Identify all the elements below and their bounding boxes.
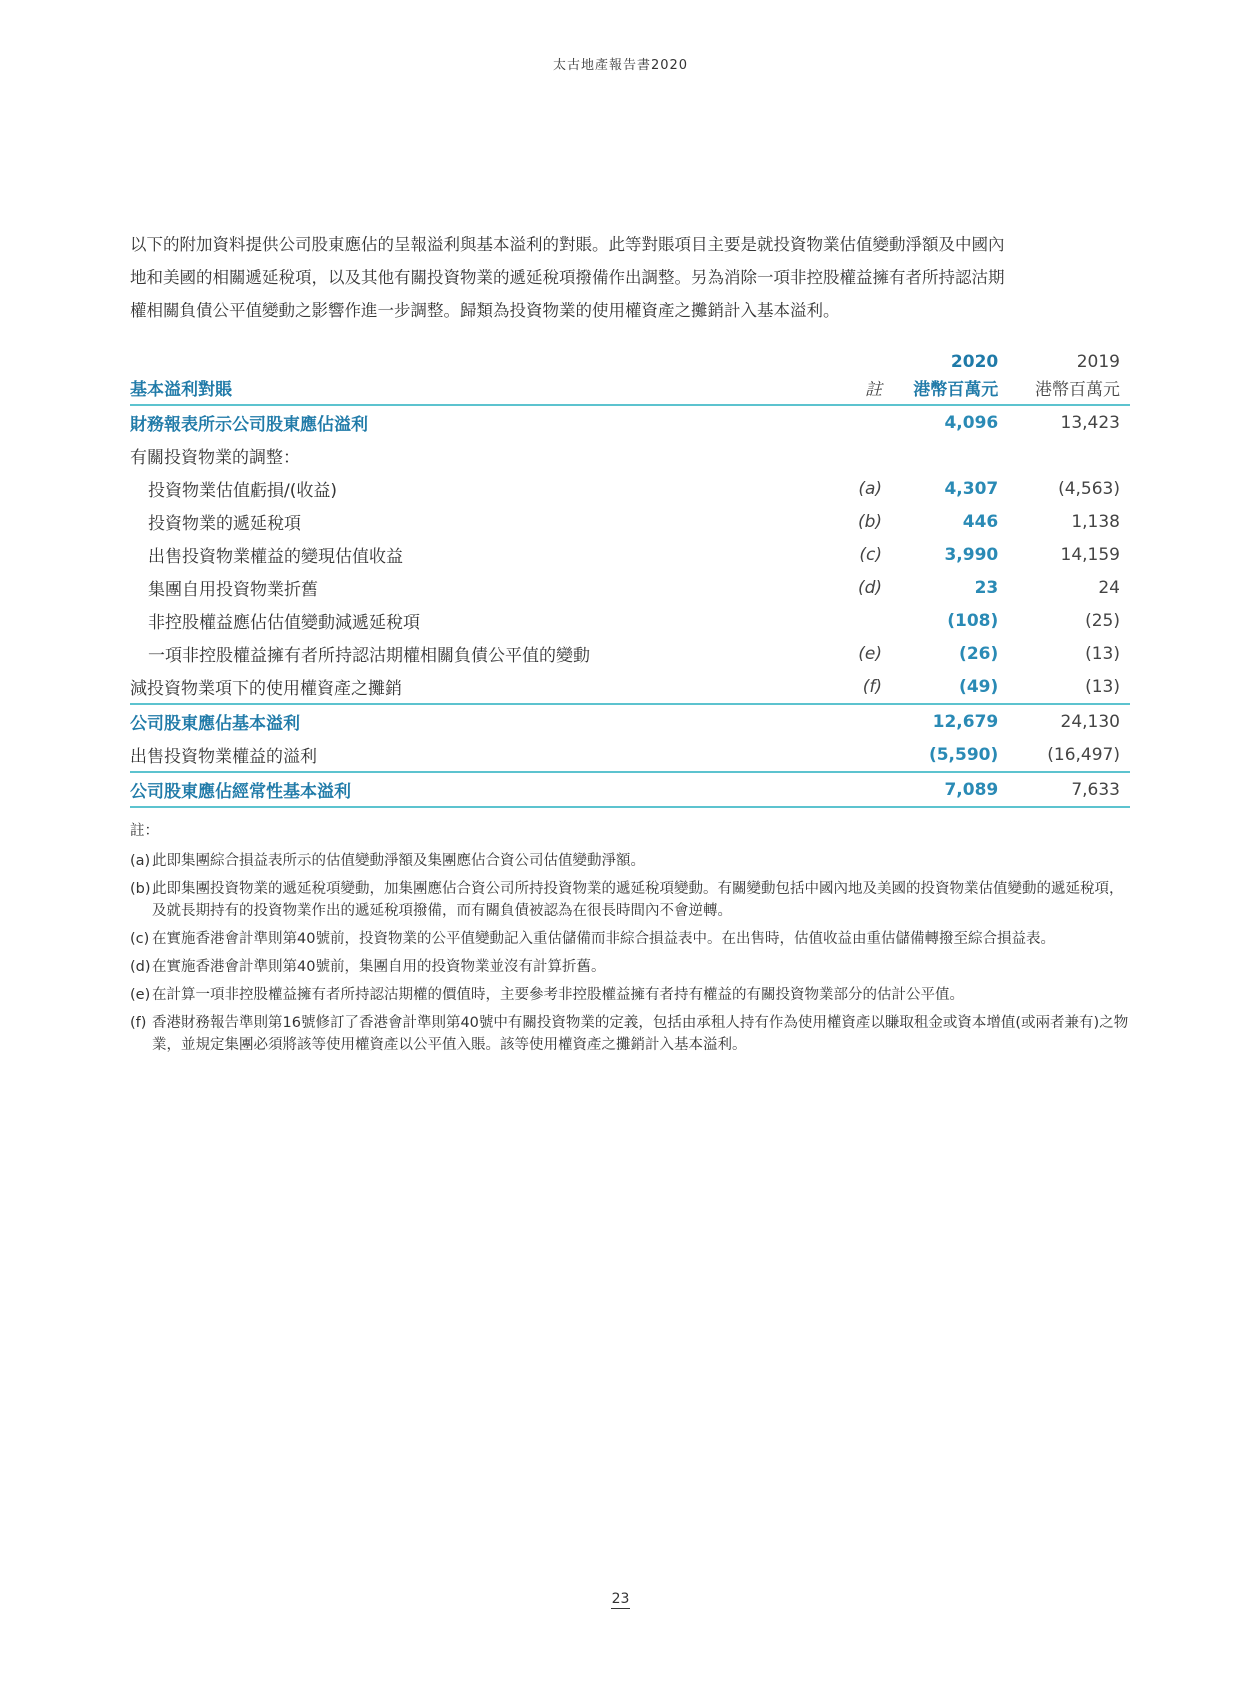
intro-line: 權相關負債公平值變動之影響作進一步調整。歸類為投資物業的使用權資產之攤銷計入基本溢利。: [130, 301, 840, 320]
row-value-current: 12,679: [896, 704, 1008, 738]
table-row: [130, 670, 1130, 704]
row-label: 投資物業的遞延稅項: [148, 514, 301, 534]
row-note: (f): [862, 676, 883, 697]
row-value-prior: (25): [1085, 610, 1120, 631]
row-value-current: (5,590): [896, 738, 1008, 772]
row-label: 公司股東應佔經常性基本溢利: [130, 772, 797, 807]
row-value-prior: 24,130: [1008, 704, 1130, 738]
table-row: [130, 472, 1130, 505]
row-value-current: 7,089: [896, 772, 1008, 807]
row-value-current: 4,307: [944, 478, 999, 499]
row-value-current: (26): [959, 643, 999, 664]
notes-section: [130, 820, 1130, 1062]
table-header-row: [130, 372, 1130, 405]
reconciliation-table: [130, 350, 1130, 808]
year-prior: 2019: [1076, 352, 1120, 372]
row-note: [797, 439, 896, 472]
row-label: 出售投資物業權益的溢利: [130, 738, 797, 772]
row-note: (d): [857, 577, 883, 598]
note-item: [130, 928, 1130, 950]
row-note: [797, 738, 896, 772]
row-note: (a): [858, 478, 883, 499]
row-value-current: 446: [962, 511, 999, 532]
row-note: [797, 604, 896, 637]
note-header: 註: [797, 372, 896, 405]
table-row: [130, 439, 1130, 472]
table-row: [130, 405, 1130, 439]
note-text: 此即集團綜合損益表所示的估值變動淨額及集團應佔合資公司估值變動淨額。: [152, 853, 645, 869]
year-current: 2020: [950, 352, 999, 372]
page-number: [0, 1591, 1241, 1607]
row-note: [797, 772, 896, 807]
row-label: 出售投資物業權益的變現估值收益: [148, 547, 403, 567]
row-value-current: [896, 439, 1008, 472]
table-row: [130, 772, 1130, 807]
row-value-current: (49): [959, 676, 999, 697]
note-text: 在實施香港會計準則第40號前，集團自用的投資物業並沒有計算折舊。: [152, 959, 606, 975]
notes-title: 註：: [130, 823, 159, 839]
row-note: [797, 704, 896, 738]
table-row: [130, 571, 1130, 604]
row-label: 非控股權益應佔估值變動減遞延稅項: [148, 613, 420, 633]
row-label: 公司股東應佔基本溢利: [130, 704, 797, 738]
row-value-current: 4,096: [944, 412, 999, 433]
row-value-prior: (13): [1085, 676, 1120, 697]
row-value-prior: 7,633: [1008, 772, 1130, 807]
note-key: (e): [130, 987, 151, 1003]
note-key: (f): [130, 1015, 147, 1031]
row-label: 一項非控股權益擁有者所持認沽期權相關負債公平值的變動: [148, 646, 590, 666]
report-header: 太古地產報告書2020: [552, 58, 689, 73]
row-note: (e): [858, 643, 883, 664]
row-value-prior: 1,138: [1071, 511, 1120, 532]
intro-paragraph: [130, 228, 1130, 327]
note-item: [130, 850, 1130, 872]
note-key: (d): [130, 959, 151, 975]
row-label: 集團自用投資物業折舊: [148, 580, 318, 600]
note-item: [130, 956, 1130, 978]
row-value-prior: (13): [1085, 643, 1120, 664]
table-row: [130, 538, 1130, 571]
intro-line: 地和美國的相關遞延稅項，以及其他有關投資物業的遞延稅項撥備作出調整。另為消除一項非控股權益擁有者所持認沽期: [130, 268, 1005, 287]
note-text: 香港財務報告準則第16號修訂了香港會計準則第40號中有關投資物業的定義，包括由承租人持有作為使用權資產以賺取租金或資本增值(或兩者兼有)之物業，並規定集團必須將該等使用權資產以公平值入賬。該等使用權資產之攤銷計入基本溢利。: [152, 1015, 1129, 1053]
row-value-current: 23: [974, 577, 999, 598]
note-key: (a): [130, 853, 151, 869]
row-note: (c): [859, 544, 883, 565]
note-item: [130, 1012, 1130, 1056]
note-text: 在實施香港會計準則第40號前，投資物業的公平值變動記入重估儲備而非綜合損益表中。在出售時，估值收益由重估儲備轉撥至綜合損益表。: [152, 931, 1055, 947]
table-header-year-row: [130, 350, 1130, 372]
row-value-prior: 14,159: [1060, 544, 1120, 565]
row-label: 投資物業估值虧損/(收益): [148, 481, 337, 501]
unit-prior: 港幣百萬元: [1008, 372, 1130, 405]
row-value-prior: (16,497): [1008, 738, 1130, 772]
row-value-prior: [1008, 439, 1130, 472]
note-key: (b): [130, 881, 151, 897]
row-note: [797, 405, 896, 439]
page-number-text: 23: [611, 1591, 630, 1607]
row-value-prior: 24: [1098, 577, 1120, 598]
table-row: [130, 604, 1130, 637]
table-row: [130, 704, 1130, 738]
table-row: [130, 637, 1130, 670]
intro-line: 以下的附加資料提供公司股東應佔的呈報溢利與基本溢利的對賬。此等對賬項目主要是就投資物業估值變動淨額及中國內: [130, 235, 1005, 254]
note-text: 在計算一項非控股權益擁有者所持認沽期權的價值時，主要參考非控股權益擁有者持有權益的有關投資物業部分的估計公平值。: [152, 987, 964, 1003]
table-row: [130, 505, 1130, 538]
note-key: (c): [130, 931, 150, 947]
table-title: 基本溢利對賬: [130, 372, 797, 405]
note-item: [130, 984, 1130, 1006]
table-row: [130, 738, 1130, 772]
row-value-prior: (4,563): [1058, 478, 1120, 499]
row-value-current: (108): [947, 610, 999, 631]
row-label: 減投資物業項下的使用權資產之攤銷: [130, 679, 402, 699]
row-value-prior: 13,423: [1060, 412, 1120, 433]
row-value-current: 3,990: [944, 544, 999, 565]
row-label: 有關投資物業的調整：: [130, 448, 300, 468]
note-item: [130, 878, 1130, 922]
unit-current: 港幣百萬元: [896, 372, 1008, 405]
row-label: 財務報表所示公司股東應佔溢利: [130, 415, 368, 435]
row-note: (b): [857, 511, 883, 532]
note-text: 此即集團投資物業的遞延稅項變動，加集團應佔合資公司所持投資物業的遞延稅項變動。有關變動包括中國內地及美國的投資物業估值變動的遞延稅項，及就長期持有的投資物業作出的遞延稅項撥備，而有關負債被認為在很長時間內不會逆轉。: [152, 881, 1124, 919]
